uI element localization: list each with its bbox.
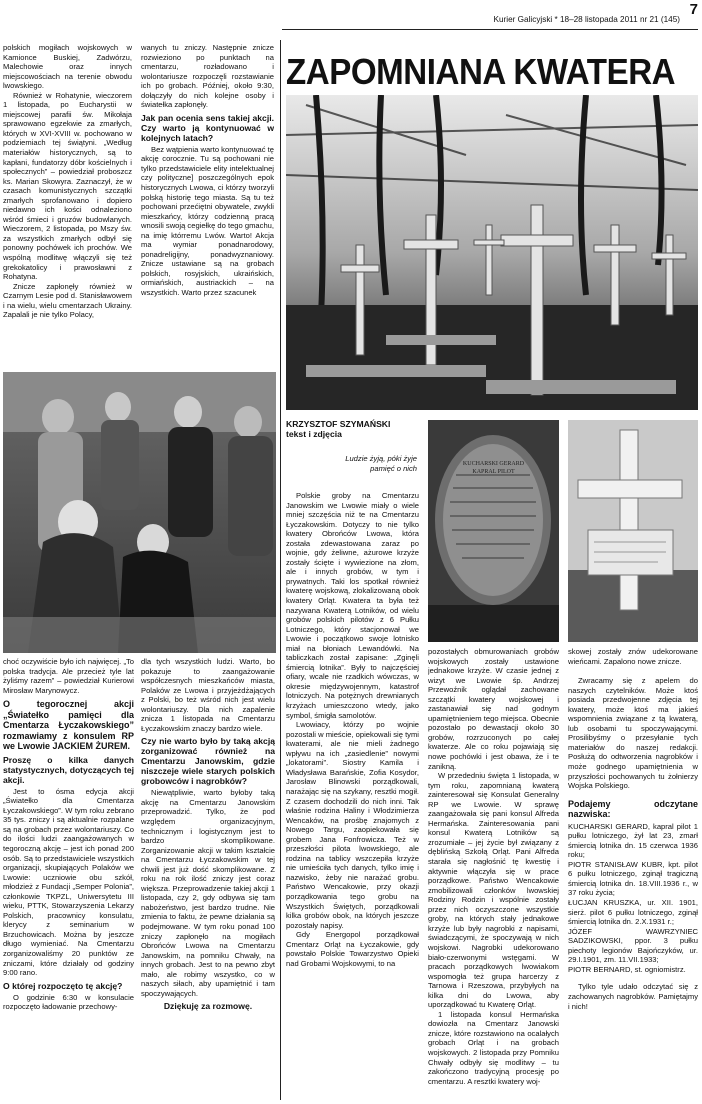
name-entry: KUCHARSKI GERARD, kapral pilot 1 pułku lotniczego, żył lat 23, zmarł śmiercią lotnika dn. 15 czerwca 1936 roku; xyxy=(568,821,698,860)
cross-photo xyxy=(568,420,698,642)
plaque-name: KUCHARSKI GERARD xyxy=(462,461,525,467)
paragraph: Również w Rohatynie, wieczorem 1 listopada, po Eucharystii w miejscowej parafii św. Mikołaja sprawowano egzekwie za zmarłych, których w XVI-XVIII w. pochowano w podziemiach tej świątyni. „Według materiałów historycznych, są to kapłani, fundatorzy dóbr kościelnych i społecznych” – powiedział proboszcz ks. Marian Skowyra. Zaznaczył, że w czasach komunistycznych szczątki zmarłych sprofanowano i dopiero niedawno ich kości odnaleziono wśród śmieci i gruzów budowlanych. Wieczorem, 2 listopada, po Mszy św. za wszystkich zmarłych odbył się ponowny pochówek ich prochów. We wspólną modlitwę włączyli się też grekokatolicy i prawosławni z Rohatyna. xyxy=(3,90,132,282)
epigraph-line-2: pamięć o nich xyxy=(370,463,417,473)
page-number: 7 xyxy=(689,1,698,18)
paragraph: skowej zostały znów udekorowane wieńcami. Zapalono nowe znicze. xyxy=(568,647,698,666)
name-entry: PIOTR BERNARD, st. ogniomistrz. xyxy=(568,964,686,974)
plaque-rank: KAPRAL PILOT xyxy=(472,469,515,475)
header-rule xyxy=(282,29,698,30)
epigraph xyxy=(290,454,417,473)
plaque-photo xyxy=(428,420,559,642)
article-column-1 xyxy=(286,491,419,1102)
left-top-column-1 xyxy=(3,43,132,368)
interview-question: Proszę o kilka danych statystycznych, dotyczących tej akcji. xyxy=(3,754,134,785)
masthead: Kurier Galicyjski * 18–28 listopada 2011 nr 21 (145) xyxy=(493,15,680,24)
paragraph: Jest to ósma edycja akcji „Światełko dla Cmentarza Łyczakowskiego”. W tym roku zebrano 35 tys. zniczy i są aktualnie rozpalane są na grobach przez wolontariuszy. Co do ilości ludzi zaangażowanych w tegoroczną akcję – jest ich ponad 200 osób. Są to przedstawiciele wszystkich organizacji, skupiających Polaków we Lwowie: uczniowie obu szkół, młodzież z Fundacji „Semper Polonia”, członkowie TKPZL, Uniwersytetu III wieku, PTTK, Stowarzyszenia Lekarzy Polskich, pracownicy konsulatu, klerycy z seminarium w Brzuchowicach. Można by jeszcze długo wymieniać. Na Cmentarzu zorganizowaliśmy 20 punktów ze zniczami, które działały od godziny 9:00 rano. xyxy=(3,786,134,978)
paragraph: Bez wątpienia warto kontynuować tę akcję corocznie. Tu są pochowani nie tylko przedstawiciele elity intelektualnej czy polityczne] poszczególnych epok historycznych Lwowa, ci którzy tworzyli polską historię tego miasta. Są tu też pochowani przećiętni obywatele, zwykli mieszkańcy, którzy codzienną pracą wnosili swoją cegiełkę do tego gmachu, na imię którremu Lwów. Warto! Akcja ma wymiar ponadnarodowy, ponadreligijny, ponadwyznaniowy. Znicze ustawiane są na grobach polskich, rosyjskich, ukraińskich, ormiańskich, austriackich – na wszystkich. Warto przez szacunek xyxy=(141,144,274,298)
paragraph: Lwowiacy, którzy po wojnie pozostali w mieście, opiekowali się tymi kwaterami, ale nie mieli żadnego wpływu na ich „zasiedlenie” nowymi „lokatorami”. Siostry Kamila i Władysława Barańskie, Zofia Kosydor, Jarosław Blinowski porządkowali, narażając się na szykany, resztki mogił. Z czasem dochodzili do nich inni. Tak właśnie rodzina Haliny i Włodzimierza Wencaków, na prośbę znajomych z Nowego Targu, zaopiekowała się grobem Jana Fonfrowicza. Też w przeszłości pilota lwowskiego, ale rodzina na tablicy wszczepiła krzyże nie umieściła tych danych, tylko imię i nazwisko, żeby nie narażać grobu. Państwo Wencakowie, przy okazji porządkowania tego grobu na Wszystkich Świętych, porządkowali kilka grobów obok, na których jeszcze pozostały napisy. xyxy=(286,720,419,930)
paragraph: W przededniu święta 1 listopada, w tym roku, zapomnianą kwaterą zainteresował się Konsulat Generalny RP we Lwowie. W sprawę zaangażowała się pani konsul Alfreda Hermańska. Zainteresowania pani konsul Kwaterą Lotników są zrozumiałe – jej życie był związany z dęblińską Szkołą Orląt. Pani Alfreda starała się nagłośnić tę kwestię i aktywnie włączyła się w prace porządkowe. Państwo Wencakowie zmobilizowali członków lwowskiej Rodziny Rodzin i wspólnie zostały przez nich oczyszczone wszystkie groby, na których stały jednakowe krzyże lub były nagrobki z napisami, świadczącymi, że spoczywają w nich wojskowi. Nagrobki udekorowano biało-czerwonymi wstęgami. W pracach porządkowych lwowiakom wspomogła też grupa harcerzy z Tarnowa i Rzeszowa, przybyłych na kilka dni do Lwowa, aby uporządkować tu Kwaterę Orląt. xyxy=(428,771,559,1010)
article-column-2 xyxy=(428,647,559,1102)
paragraph: Polskie groby na Cmentarzu Janowskim we Lwowie miały o wiele mniej szczęścia niż te na Cmentarzu Łyczakowskim. Dotyczy to nie tylko kwatery Obrońców Lwowa, która została zdewastowana zaraz po wojnie, gdy żeliwne, ażurowe krzyże zostały ścięte i wywiezione na złom, ale i innych grobów, w tym i prywatnych. Taki los spotkał również kwaterę wojskową, zlokalizowaną obok kwatery Orląt. Kwatera ta była też nazywana Kwaterą Lotników, od wielu grobów polskich pilotów z 6 Pułku Lotniczego, który stacjonował we Lwowie i początkowo swoje lotnisko miał na błoniach Lewandówki. Na tabliczkach został zapisane: „Zginęli śmiercią lotnika”. Były to najczęściej ofiary, wcale nie rzadkich wówczas, w okresie międzywojennym, katastrof lotniczych. Na potężnych drewnianych krzyżach umieszczono wtedy, jako symbol, śmigła samolotów. xyxy=(286,491,419,720)
paragraph: Gdy Energopol porządkował Cmentarz Orląt na Łyczakowie, gdy powstało Polskie Towarzystwo Opieki nad Grobami Wojskowymi, to na xyxy=(286,930,419,968)
epigraph-line-1: Ludzie żyją, póki żyje xyxy=(345,454,417,463)
interview-intro: O tegorocznej akcji „Światełko pamięci dla Cmentarza Łyczakowskiego” rozmawiamy z konsulem RP we Lwowie JACKIEM ŻUREM. xyxy=(3,699,134,752)
interview-question: Jak pan ocenia sens takiej akcji. Czy warto ją kontynuować w kolejnych latach? xyxy=(141,112,274,143)
left-bottom-column-1 xyxy=(3,657,134,1102)
names-heading: Podajemy odczytane nazwiska: xyxy=(568,798,698,820)
column-divider xyxy=(280,40,281,1100)
name-entry: ŁUCJAN KRUSZKA, ur. XII. 1901, sierż. pilot 6 pułku lotniczego, zginął śmiercią lotnika dn. 2.X.1931 r.; xyxy=(568,898,698,927)
paragraph: Niewątpliwie, warto byłoby taką akcję na Cmentarzu Janowskim przeprowadzić. Tylko, że pod względem organizacyjnym, technicznym i logistycznym jest to bardzo skomplikowane. Zorganizowanie akcji w takim kształcie na Cmentarzu Łyczakowskim w tej chwili jest już dość skomplikowane. Z roku na rok ilość zniczy jest coraz większa. Przeprowadzenie takiej akcji 1 listopada, czy 2, gdy odbywa się tam nabożeństwo, jest bardzo trudne. Nie zmienia to faktu, że pewne działania są podejmowane. W tym roku ponad 100 zniczy zapłonęło na mogiłach Obrońców Lwowa na Cmentarzu Janowskim, na pomniku Chwały, na innych grobach. Jest to na pewno zbyt mało, ale robimy wszystko, co w naszych siłach, aby upamiętnić i tam spoczywających. xyxy=(141,788,275,998)
paragraph: Znicze zapłonęły również w Czarnym Lesie pod d. Stanisławowem i na wielu, wielu cmentarzach Ukrainy. Zapalali je nie tylko Polacy, xyxy=(3,281,132,320)
name-entry: PIOTR STANISŁAW KUBR, kpt. pilot 6 pułku lotniczego, zginął tragiczną śmiercią lotnika dn. 18.VIII.1936 r., w 37 roku życia; xyxy=(568,859,698,898)
plaque-text xyxy=(448,460,539,476)
paragraph: choć oczywiście było ich najwięcej. „To polska tradycja. Ale przecież tyle lat żyliśmy razem” – powiedział Kurierowi Mirosław Marynowycz. xyxy=(3,657,134,695)
article-column-3 xyxy=(568,647,698,1102)
paragraph: O godzinie 6:30 w konsulacie rozpoczęto ładowanie przechowy- xyxy=(3,992,134,1012)
article-title: ZAPOMNIANA KWATERA xyxy=(286,51,676,92)
left-bottom-column-2 xyxy=(141,657,275,1102)
left-top-column-2 xyxy=(141,43,274,368)
interview-thanks: Dziękuję za rozmowę. xyxy=(163,1001,253,1012)
cemetery-photo xyxy=(286,95,698,410)
prayer-photo xyxy=(3,372,276,653)
name-entry: JÓZEF WAWRZYNIEC SADZIKOWSKI, ppor. 3 pułku piechoty legionów Bajończyków, ur. 29.I.1901, zm. 11.VII.1933; xyxy=(568,926,698,965)
byline-author: KRZYSZTOF SZYMAŃSKI xyxy=(286,419,391,429)
names-list xyxy=(568,822,698,975)
paragraph: wanych tu zniczy. Następnie znicze rozwieziono po punktach na cmentarzu, rozładowano i wolontariusze rozpoczęli rozstawianie ich po grobach. Później, około 9:30, dołączyły do nich kolejne osoby i światełka zapłonęły. xyxy=(141,43,274,110)
interview-question: O której rozpoczęto tę akcję? xyxy=(3,980,123,991)
interview-question: Czy nie warto było by taką akcją zorganizować również na Cmentarzu Janowskim, gdzie niszczeje wiele starych polskich grobowców i nagrobków? xyxy=(141,736,275,787)
appeal-paragraph: Zwracamy się z apelem do naszych czytelników. Może ktoś posiada przedwojenne zdjęcia tej kwatery, może ktoś ma jakieś wspomnienia związane z tą kwaterą, lub osobami tu spoczywającymi. Prosilibyśmy o przesyłanie tych materiałów do naszej redakcji. Posłużą do odtworzenia nagrobków i może godnego upamiętnienia w przyszłości pochowanych tu żołnierzy Wojska Polskiego. xyxy=(568,676,698,791)
paragraph: 1 listopada konsul Hermańska dowiozła na Cmentarz Janowski znicze, które rozstawiono na ocalałych grobach Orląt i na grobach wojskowych. 2 listopada przy Pomniku Chwały odbyły się modlitwy – tu zakończono tradycyjną procesję po cmentarzu. A resztki kwatery woj- xyxy=(428,1009,559,1086)
paragraph: pozostałych obmurowaniach grobów wojskowych zostały ustawione jednakowe krzyże. W czasie jednej z wizyt we Lwowie śp. Andrzej Przewoźnik oglądał zachowane szczątki kwatery wojskowej i zastanawiał się nad godnym upamiętnieniem tego miejsca. Obecnie pozostało po dewastacji około 30 grobów, rozrzuconych po całej kwaterze. Ale co roku pojawiają się nowe pochówki i jest obawa, że i te zanikną. xyxy=(428,647,559,771)
paragraph: polskich mogiłach wojskowych w Kamionce Buskiej, Zadwórzu, Malechowie oraz innych miejscowościach na terenie obwodu lwowskiego. xyxy=(3,43,132,91)
byline-role: tekst i zdjęcia xyxy=(286,429,342,439)
closing-paragraph: Tylko tyle udało odczytać się z zachowanych nagrobków. Pamiętajmy i nich! xyxy=(568,982,698,1011)
paragraph: dla tych wszystkich ludzi. Warto, bo pokazuje to zaangażowanie współczesnych mieszkańców miasta, Polaków ze Lwowa i przyjeżdżających z Polski, bo też wśród nich jest wielu wolontariuszy. Dla nich zapalenie zniczа 1 listopada na Cmentarzu Łyczakowskim znaczy bardzo wiele. xyxy=(141,657,275,733)
